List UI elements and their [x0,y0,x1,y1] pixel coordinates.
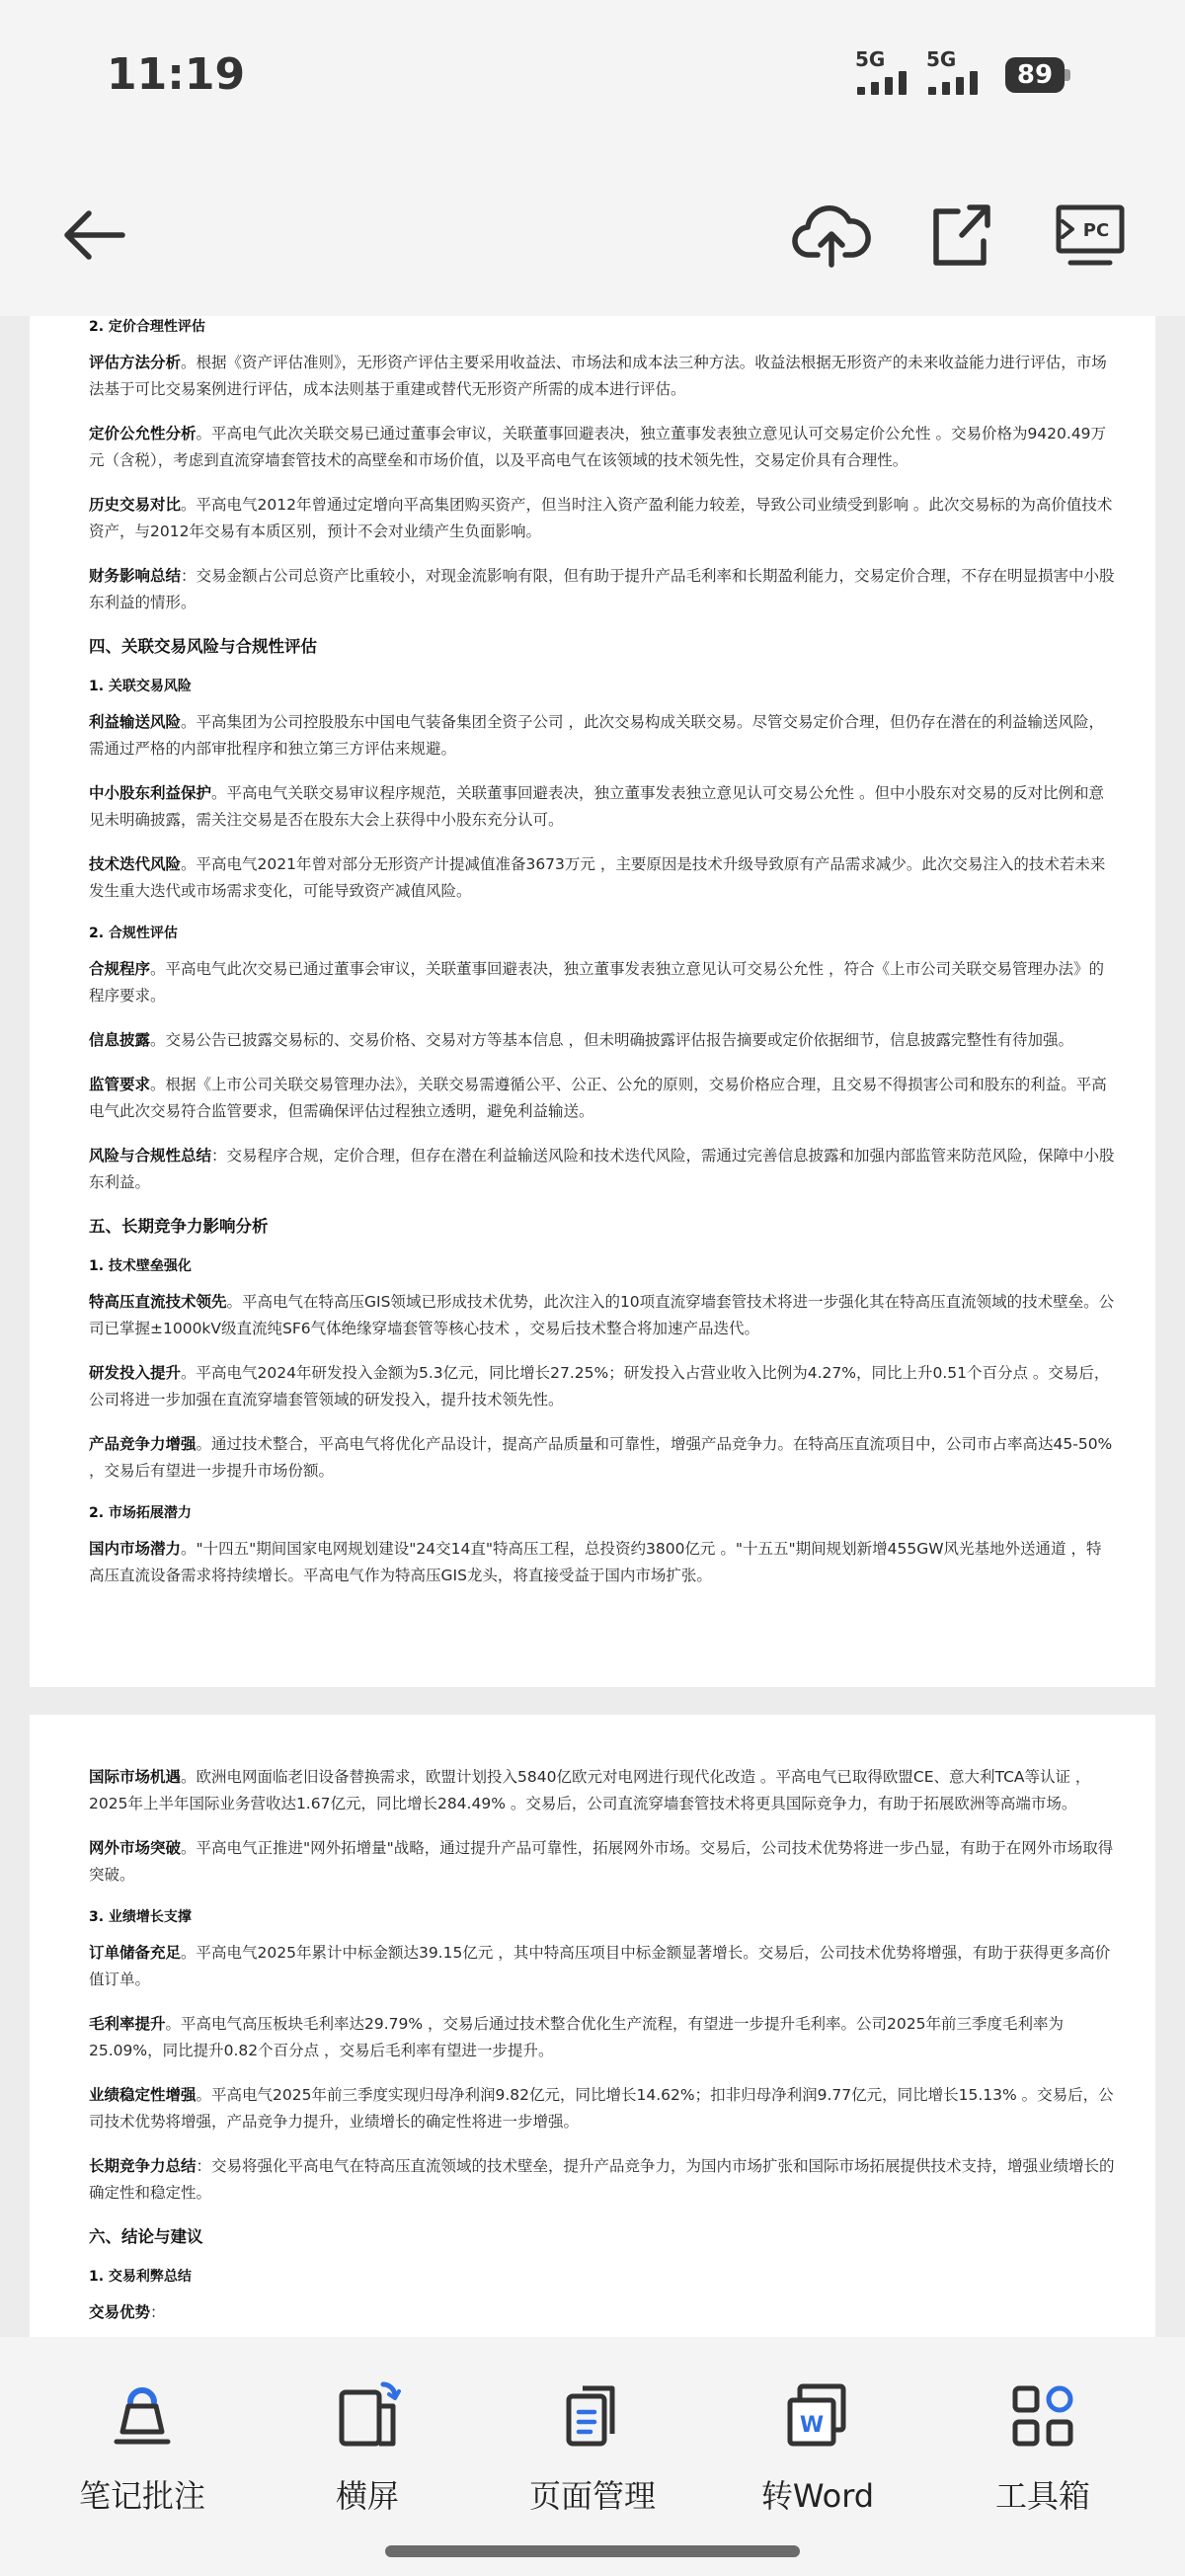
status-time: 11:19 [107,49,246,100]
paragraph: 定价公允性分析。平高电气此次关联交易已通过董事会审议，关联董事回避表决，独立董事发表独立意见认可交易定价公允性 。交易价格为9420.49万元（含税），考虑到直流穿墙套管技术的高壁垒和市场价值，以及平高电气在该领域的技术领先性，交易定价具有合理性。 [89,425,1107,469]
svg-text:W: W [799,2413,825,2438]
paragraph: 国际市场机遇。欧洲电网面临老旧设备替换需求，欧盟计划投入5840亿欧元对电网进行现代化改造 。平高电气已取得欧盟CE、意大利TCA等认证 ，2025年上半年国际业务营收达1.67亿元，同比增长284.49% 。交易后，公司直流穿墙套管技术将更具国际竞争力，有助于拓展欧洲等高端市场。 [89,1768,1091,1812]
pen-annotate-icon [103,2376,182,2455]
battery-tip [1065,69,1070,81]
subheading-6-1: 1. 交易利弊总结 [89,2269,192,2285]
cellular-signal-icon [855,47,930,95]
status-bar [0,0,1185,158]
nav-page-manage[interactable] [494,2376,691,2535]
paragraph: 财务影响总结：交易金额占公司总资产比重较小，对现金流影响有限，但有助于提升产品毛利率和长期盈利能力，交易定价合理，不存在明显损害中小股东利益的情形。 [89,567,1115,611]
page-manage-icon [553,2376,632,2455]
paragraph: 交易优势： [89,2303,166,2321]
nav-annotate-label: 笔记批注 [78,2477,205,2515]
back-arrow-icon[interactable] [53,194,136,277]
nav-page-manage-label: 页面管理 [528,2477,656,2515]
subheading-4-1: 1. 关联交易风险 [89,679,192,694]
paragraph: 网外市场突破。平高电气正推进"网外拓增量"战略，通过提升产品可靠性，拓展网外市场。交易后，公司技术优势将进一步凸显，有助于在网外市场取得突破。 [89,1839,1114,1884]
battery-level: 89 [1005,57,1065,93]
toolbox-grid-icon [1003,2376,1082,2455]
paragraph: 订单储备充足。平高电气2025年累计中标金额达39.15亿元 ，其中特高压项目中标金额显著增长。交易后，公司技术优势将增强，有助于获得更多高价值订单。 [89,1944,1111,1988]
paragraph: 技术迭代风险。平高电气2021年曾对部分无形资产计提减值准备3673万元 ，主要原因是技术升级导致原有产品需求减少。此次交易注入的技术若未来发生重大迭代或市场需求变化，可能导致资产减值风险。 [89,855,1106,900]
subheading-5-2: 2. 市场拓展潜力 [89,1505,192,1521]
nav-landscape-label: 横屏 [335,2477,399,2515]
paragraph: 研发投入提升。平高电气2024年研发投入金额为5.3亿元，同比增长27.25%；研发投入占营业收入比例为4.27%，同比上升0.51个百分点 。交易后，公司将进一步加强在直流穿墙套管领域的研发投入，提升技术领先性。 [89,1364,1110,1409]
section-heading-4: 四、关联交易风险与合规性评估 [89,637,317,656]
top-toolbar [0,158,1185,316]
nav-toolbox-label: 工具箱 [994,2477,1090,2515]
paragraph: 毛利率提升。平高电气高压板块毛利率达29.79% ，交易后通过技术整合优化生产流程，有望进一步提升毛利率。公司2025年前三季度毛利率为25.09%，同比提升0.82个百分点 ，交易后毛利率有望进一步提升。 [89,2015,1064,2059]
paragraph: 风险与合规性总结：交易程序合规，定价合理，但存在潜在利益输送风险和技术迭代风险，需通过完善信息披露和加强内部监管来防范风险，保障中小股东利益。 [89,1147,1115,1191]
section-heading-6: 六、结论与建议 [89,2227,203,2246]
paragraph: 长期竞争力总结：交易将强化平高电气在特高压直流领域的技术壁垒，提升产品竞争力，为国内市场扩张和国际市场拓展提供技术支持，增强业绩增长的确定性和稳定性。 [89,2157,1115,2202]
paragraph: 业绩稳定性增强。平高电气2025年前三季度实现归母净利润9.82亿元，同比增长14.62%；扣非归母净利润9.77亿元，同比增长15.13% 。交易后，公司技术优势将增强，产品竞争力提升，业绩增长的确定性将进一步增强。 [89,2086,1114,2131]
page-1-content [89,316,1116,1607]
paragraph: 监管要求。根据《上市公司关联交易管理办法》，关联交易需遵循公平、公正、公允的原则，交易价格应合理，且交易不得损害公司和股东的利益。平高电气此次交易符合监管要求，但需确保评估过程独立透明，避免利益输送。 [89,1076,1107,1120]
cellular-signal-icon-2 [926,47,1001,95]
share-external-icon[interactable] [918,194,1001,277]
subheading-pricing: 2. 定价合理性评估 [89,319,205,335]
paragraph: 历史交易对比。平高电气2012年曾通过定增向平高集团购买资产，但当时注入资产盈利能力较差，导致公司业绩受到影响 。此次交易标的为高价值技术资产，与2012年交易有本质区别，预计不会对业绩产生负面影响。 [89,496,1113,540]
page-2-content [89,1764,1116,2344]
pc-label: PC [1082,220,1110,241]
nav-to-word[interactable] [719,2376,916,2535]
pc-cast-icon[interactable] [1049,194,1132,277]
paragraph: 中小股东利益保护。平高电气关联交易审议程序规范，关联董事回避表决，独立董事发表独立意见认可交易公允性 。但中小股东对交易的反对比例和意见未明确披露，需关注交易是否在股东大会上获得中小股东充分认可。 [89,784,1104,829]
home-indicator[interactable] [385,2545,800,2557]
cloud-upload-icon[interactable] [790,194,873,277]
document-page-2 [30,1715,1155,2337]
section-heading-5: 五、长期竞争力影响分析 [89,1217,269,1236]
paragraph: 评估方法分析。根据《资产评估准则》，无形资产评估主要采用收益法、市场法和成本法三种方法。收益法根据无形资产的未来收益能力进行评估，市场法基于可比交易案例进行评估，成本法则基于重建或替代无形资产所需的成本进行评估。 [89,354,1107,398]
subheading-5-1: 1. 技术壁垒强化 [89,1258,192,1274]
network-type-label: 5G [855,47,886,71]
nav-landscape[interactable] [269,2376,466,2535]
paragraph: 信息披露。交易公告已披露交易标的、交易价格、交易对方等基本信息 ，但未明确披露评估报告摘要或定价依据细节，信息披露完整性有待加强。 [89,1031,1073,1049]
convert-word-icon [778,2376,857,2455]
subheading-4-2: 2. 合规性评估 [89,926,178,941]
paragraph: 合规程序。平高电气此次交易已通过董事会审议，关联董事回避表决，独立董事发表独立意见认可交易公允性 ，符合《上市公司关联交易管理办法》的程序要求。 [89,960,1104,1005]
subheading-5-3: 3. 业绩增长支撑 [89,1909,192,1925]
paragraph: 国内市场潜力。"十四五"期间国家电网规划建设"24交14直"特高压工程，总投资约3800亿元 。"十五五"期间规划新增455GW风光基地外送通道 ，特高压直流设备需求将持续增长。平高电气作为特高压GIS龙头，将直接受益于国内市场扩张。 [89,1540,1102,1584]
rotate-landscape-icon [328,2376,407,2455]
nav-toolbox[interactable] [944,2376,1142,2535]
nav-to-word-label: 转Word [760,2477,875,2515]
nav-annotate[interactable] [43,2376,241,2535]
paragraph: 特高压直流技术领先。平高电气在特高压GIS领域已形成技术优势，此次注入的10项直流穿墙套管技术将进一步强化其在特高压直流领域的技术壁垒。公司已掌握±1000kV级直流纯SF6气体绝缘穿墙套管等核心技术 ，交易后技术整合将加速产品迭代。 [89,1293,1115,1337]
paragraph: 利益输送风险。平高集团为公司控股股东中国电气装备集团全资子公司 ，此次交易构成关联交易。尽管交易定价合理，但仍存在潜在的利益输送风险，需通过严格的内部审批程序和独立第三方评估来规避。 [89,713,1104,758]
bottom-toolbar [0,2337,1185,2576]
document-page-1 [30,316,1155,1687]
network-type-label-2: 5G [926,47,957,71]
paragraph: 产品竞争力增强。通过技术整合，平高电气将优化产品设计，提高产品质量和可靠性，增强产品竞争力。在特高压直流项目中，公司市占率高达45-50% ，交易后有望进一步提升市场份额。 [89,1435,1113,1480]
